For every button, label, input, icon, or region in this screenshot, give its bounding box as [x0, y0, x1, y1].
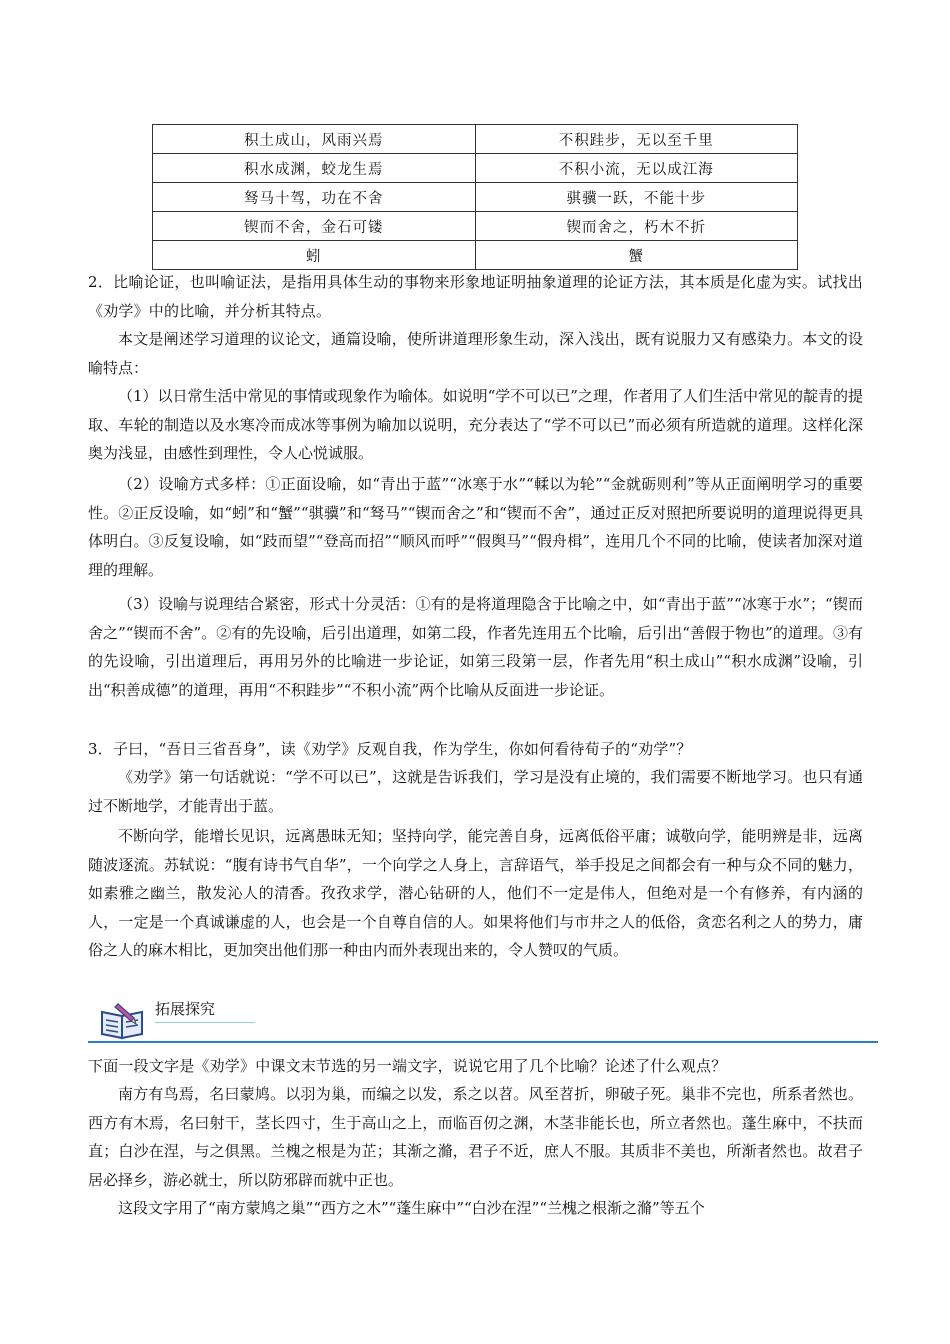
- q2-intro: 本文是阐述学习道理的议论文，通篇设喻，使所讲道理形象生动，深入浅出，既有说服力又有感染力。本文的设喻特点：: [88, 330, 863, 377]
- section-title: 拓展探究: [155, 1000, 216, 1018]
- table-cell: 蟹: [475, 241, 798, 270]
- extension-answer: 这段文字用了“南方蒙鸠之巢”“西方之木”“蓬生麻中”“白沙在涅”“兰槐之根渐之滫”等五个: [118, 1199, 705, 1217]
- table-cell: 锲而舍之，朽木不折: [475, 212, 798, 241]
- table-cell: 不积跬步，无以至千里: [475, 125, 798, 154]
- extension-question: 下面一段文字是《劝学》中课文末节选的另一端文字，说说它用了几个比喻？论述了什么观点？: [88, 1057, 727, 1075]
- question-3: 3．子曰，“吾日三省吾身”，读《劝学》反观自我，作为学生，你如何看待荀子的“劝学”？: [88, 740, 692, 758]
- extension-passage: 南方有鸟焉，名曰蒙鸠。以羽为巢，而编之以发，系之以苕。风至苕折，卵破子死。巢非不完也，所系者然也。西方有木焉，名曰射干，茎长四寸，生于高山之上，而临百仞之渊，木茎非能长也，所立者然也。蓬生麻中，不扶而直；白沙在涅，与之俱黑。兰槐之根是为芷；其渐之滫，君子不近，庶人不服。其质非不美也，所渐者然也。故君子居必择乡，游必就士，所以防邪辟而就中正也。: [88, 1085, 863, 1189]
- table-cell: 蚓: [153, 241, 476, 270]
- book-pencil-icon: [98, 1000, 148, 1040]
- table-cell: 积水成渊，蛟龙生焉: [153, 154, 476, 183]
- title-underline: [155, 1022, 255, 1023]
- q3-answer-2: 不断向学，能增长见识，远离愚昧无知；坚持向学，能完善自身，远离低俗平庸；诚敬向学，能明辨是非，远离随波逐流。苏轼说：“腹有诗书气自华”，一个向学之人身上，言辞语气，举手投足之间都会有一种与众不同的魅力，如素雅之幽兰，散发沁人的清香。孜孜求学，潜心钻研的人，他们不一定是伟人，但绝对是一个有修养，有内涵的人，一定是一个真诚谦虚的人，也会是一个自尊自信的人。如果将他们与市井之人的低俗，贪恋名利之人的势力，庸俗之人的麻木相比，更加突出他们那一种由内而外表现出来的，令人赞叹的气质。: [88, 827, 863, 959]
- table-cell: 积土成山，风雨兴焉: [153, 125, 476, 154]
- table-cell: 骐骥一跃，不能十步: [475, 183, 798, 212]
- table-row: [153, 125, 798, 154]
- table-cell: 驽马十驾，功在不舍: [153, 183, 476, 212]
- table-row: [153, 212, 798, 241]
- q2-point-3: （3）设喻与说理结合紧密，形式十分灵活：①有的是将道理隐含于比喻之中，如“青出于蓝”“冰寒于水”；“锲而舍之”“锲而不舍”。②有的先设喻，后引出道理，如第二段，作者先连用五个比喻，后引出“善假于物也”的道理。③有的先设喻，引出道理后，再用另外的比喻进一步论证，如第三段第一层，作者先用“积土成山”“积水成渊”设喻，引出“积善成德”的道理，再用“不积跬步”“不积小流”两个比喻从反面进一步论证。: [88, 595, 863, 699]
- table-cell: 锲而不舍，金石可镂: [153, 212, 476, 241]
- table-cell: 不积小流，无以成江海: [475, 154, 798, 183]
- question-2: 2．比喻论证，也叫喻证法，是指用具体生动的事物来形象地证明抽象道理的论证方法，其本质是化虚为实。试找出《劝学》中的比喻，并分析其特点。: [88, 273, 863, 320]
- table-row: [153, 154, 798, 183]
- table-row: [153, 183, 798, 212]
- q2-point-1: （1）以日常生活中常见的事情或现象作为喻体。如说明“学不可以已”之理，作者用了人们生活中常见的靛青的提取、车轮的制造以及水寒冷而成冰等事例为喻加以说明，充分表达了“学不可以已”而必须有所造就的道理。这样化深奥为浅显，由感性到理性，令人心悦诚服。: [88, 387, 863, 462]
- q3-answer-1: 《劝学》第一句话就说：“学不可以已”，这就是告诉我们，学习是没有止境的，我们需要不断地学习。也只有通过不断地学，才能青出于蓝。: [88, 768, 863, 815]
- comparison-table: [152, 124, 798, 270]
- section-divider: [88, 1041, 878, 1043]
- table-row: [153, 241, 798, 270]
- q2-point-2: （2）设喻方式多样：①正面设喻，如“青出于蓝”“冰寒于水”“輮以为轮”“金就砺则利”等从正面阐明学习的重要性。②正反设喻，如“蚓”和“蟹”“骐骥”和“驽马”“锲而舍之”和“锲而不舍”，通过正反对照把所要说明的道理说得更具体明白。③反复设喻，如“跂而望”“登高而招”“顺风而呼”“假舆马”“假舟楫”，连用几个不同的比喻，使读者加深对道理的理解。: [88, 475, 863, 579]
